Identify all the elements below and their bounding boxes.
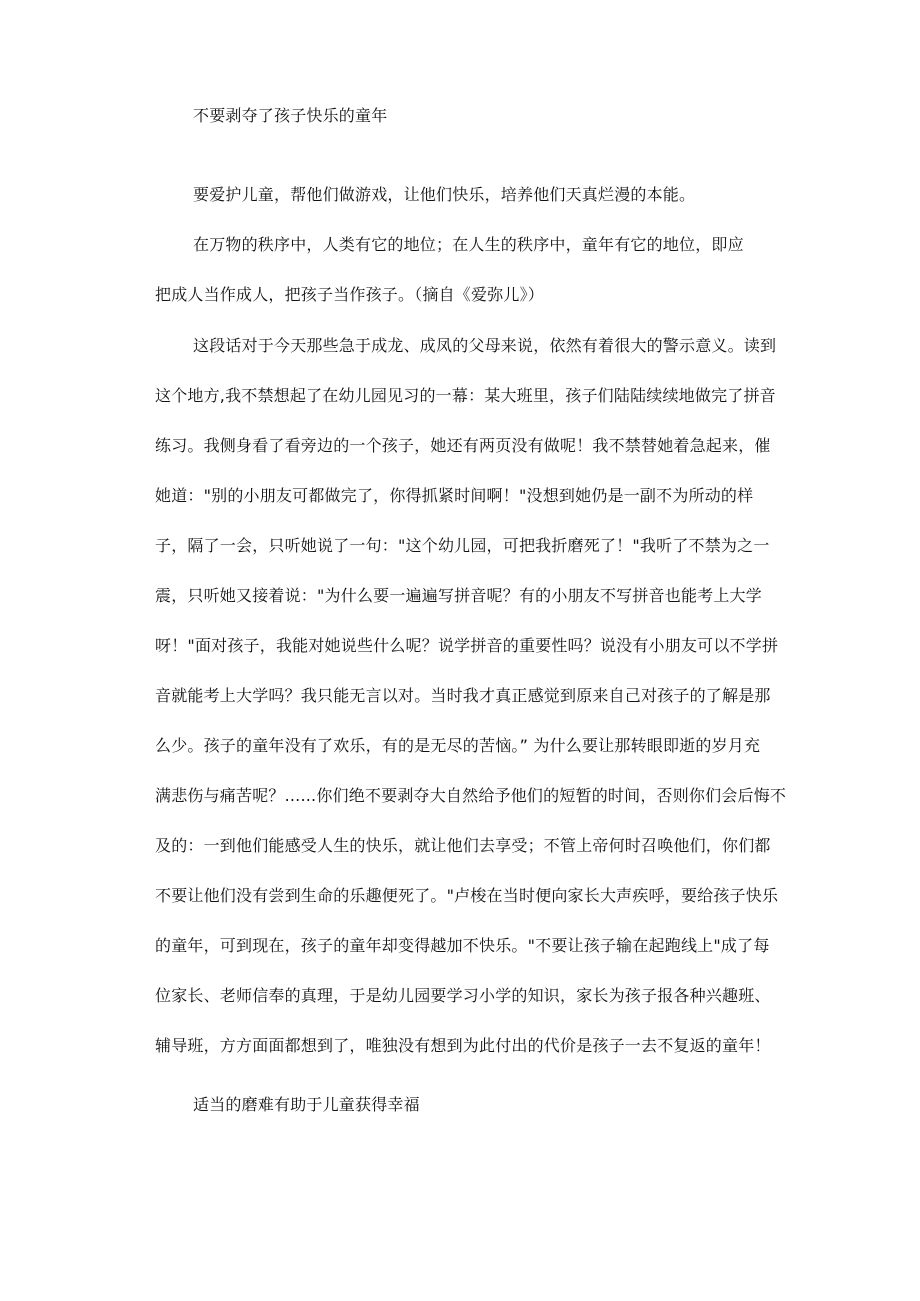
intro-line: 要爱护儿童，帮他们做游戏，让他们快乐，培养他们天真烂漫的本能。: [193, 185, 696, 204]
body-line: 位家长、老师信奉的真理，于是幼儿园要学习小学的知识，家长为孩子报各种兴趣班、: [155, 986, 771, 1005]
body-line: 子，隔了一会，只听她说了一句："这个幼儿园，可把我折磨死了！"我听了不禁为之一: [155, 536, 770, 555]
body-line: 及的：一到他们能感受人生的快乐，就让他们去享受；不管上帝何时召唤他们，你们都: [155, 836, 771, 855]
body-line: 这段话对于今天那些急于成龙、成凤的父母来说，依然有着很大的警示意义。读到: [193, 336, 777, 355]
body-line: 音就能考上大学吗？我只能无言以对。当时我才真正感觉到原来自己对孩子的了解是那: [155, 686, 771, 705]
body-line: 的童年，可到现在，孩子的童年却变得越加不快乐。"不要让孩子输在起跑线上"成了每: [155, 936, 770, 955]
body-line: 这个地方,我不禁想起了在幼儿园见习的一幕：某大班里，孩子们陆陆续续地做完了拼音: [155, 386, 776, 405]
intro-line: 把成人当作成人，把孩子当作孩子。（摘自《爱弥儿》）: [155, 285, 545, 304]
body-line: 辅导班，方方面面都想到了，唯独没有想到为此付出的代价是孩子一去不复返的童年！: [155, 1036, 771, 1055]
intro-line: 在万物的秩序中，人类有它的地位；在人生的秩序中，童年有它的地位，即应: [193, 235, 744, 254]
body-line: 她道："别的小朋友可都做完了，你得抓紧时间啊！"没想到她仍是一副不为所动的样: [155, 486, 754, 505]
body-line: 么少。孩子的童年没有了欢乐，有的是无尽的苦恼。” 为什么要让那转眼即逝的岁月充: [155, 736, 761, 755]
body-line: 震，只听她又接着说："为什么要一遍遍写拼音呢？有的小朋友不写拼音也能考上大学: [155, 586, 762, 605]
body-line: 满悲伤与痛苦呢？......你们绝不要剥夺大自然给予他们的短暂的时间，否则你们会后悔不: [155, 786, 787, 805]
body-line: 不要让他们没有尝到生命的乐趣便死了。"卢梭在当时便向家长大声疾呼，要给孩子快乐: [155, 886, 779, 905]
body-line: 练习。我侧身看了看旁边的一个孩子，她还有两页没有做呢！我不禁替她着急起来，催: [155, 436, 771, 455]
section-heading: 适当的磨难有助于儿童获得幸福: [193, 1095, 420, 1114]
body-line: 呀！"面对孩子，我能对她说些什么呢？说学拼音的重要性吗？说没有小朋友可以不学拼: [155, 636, 779, 655]
document-title: 不要剥夺了孩子快乐的童年: [193, 106, 388, 125]
